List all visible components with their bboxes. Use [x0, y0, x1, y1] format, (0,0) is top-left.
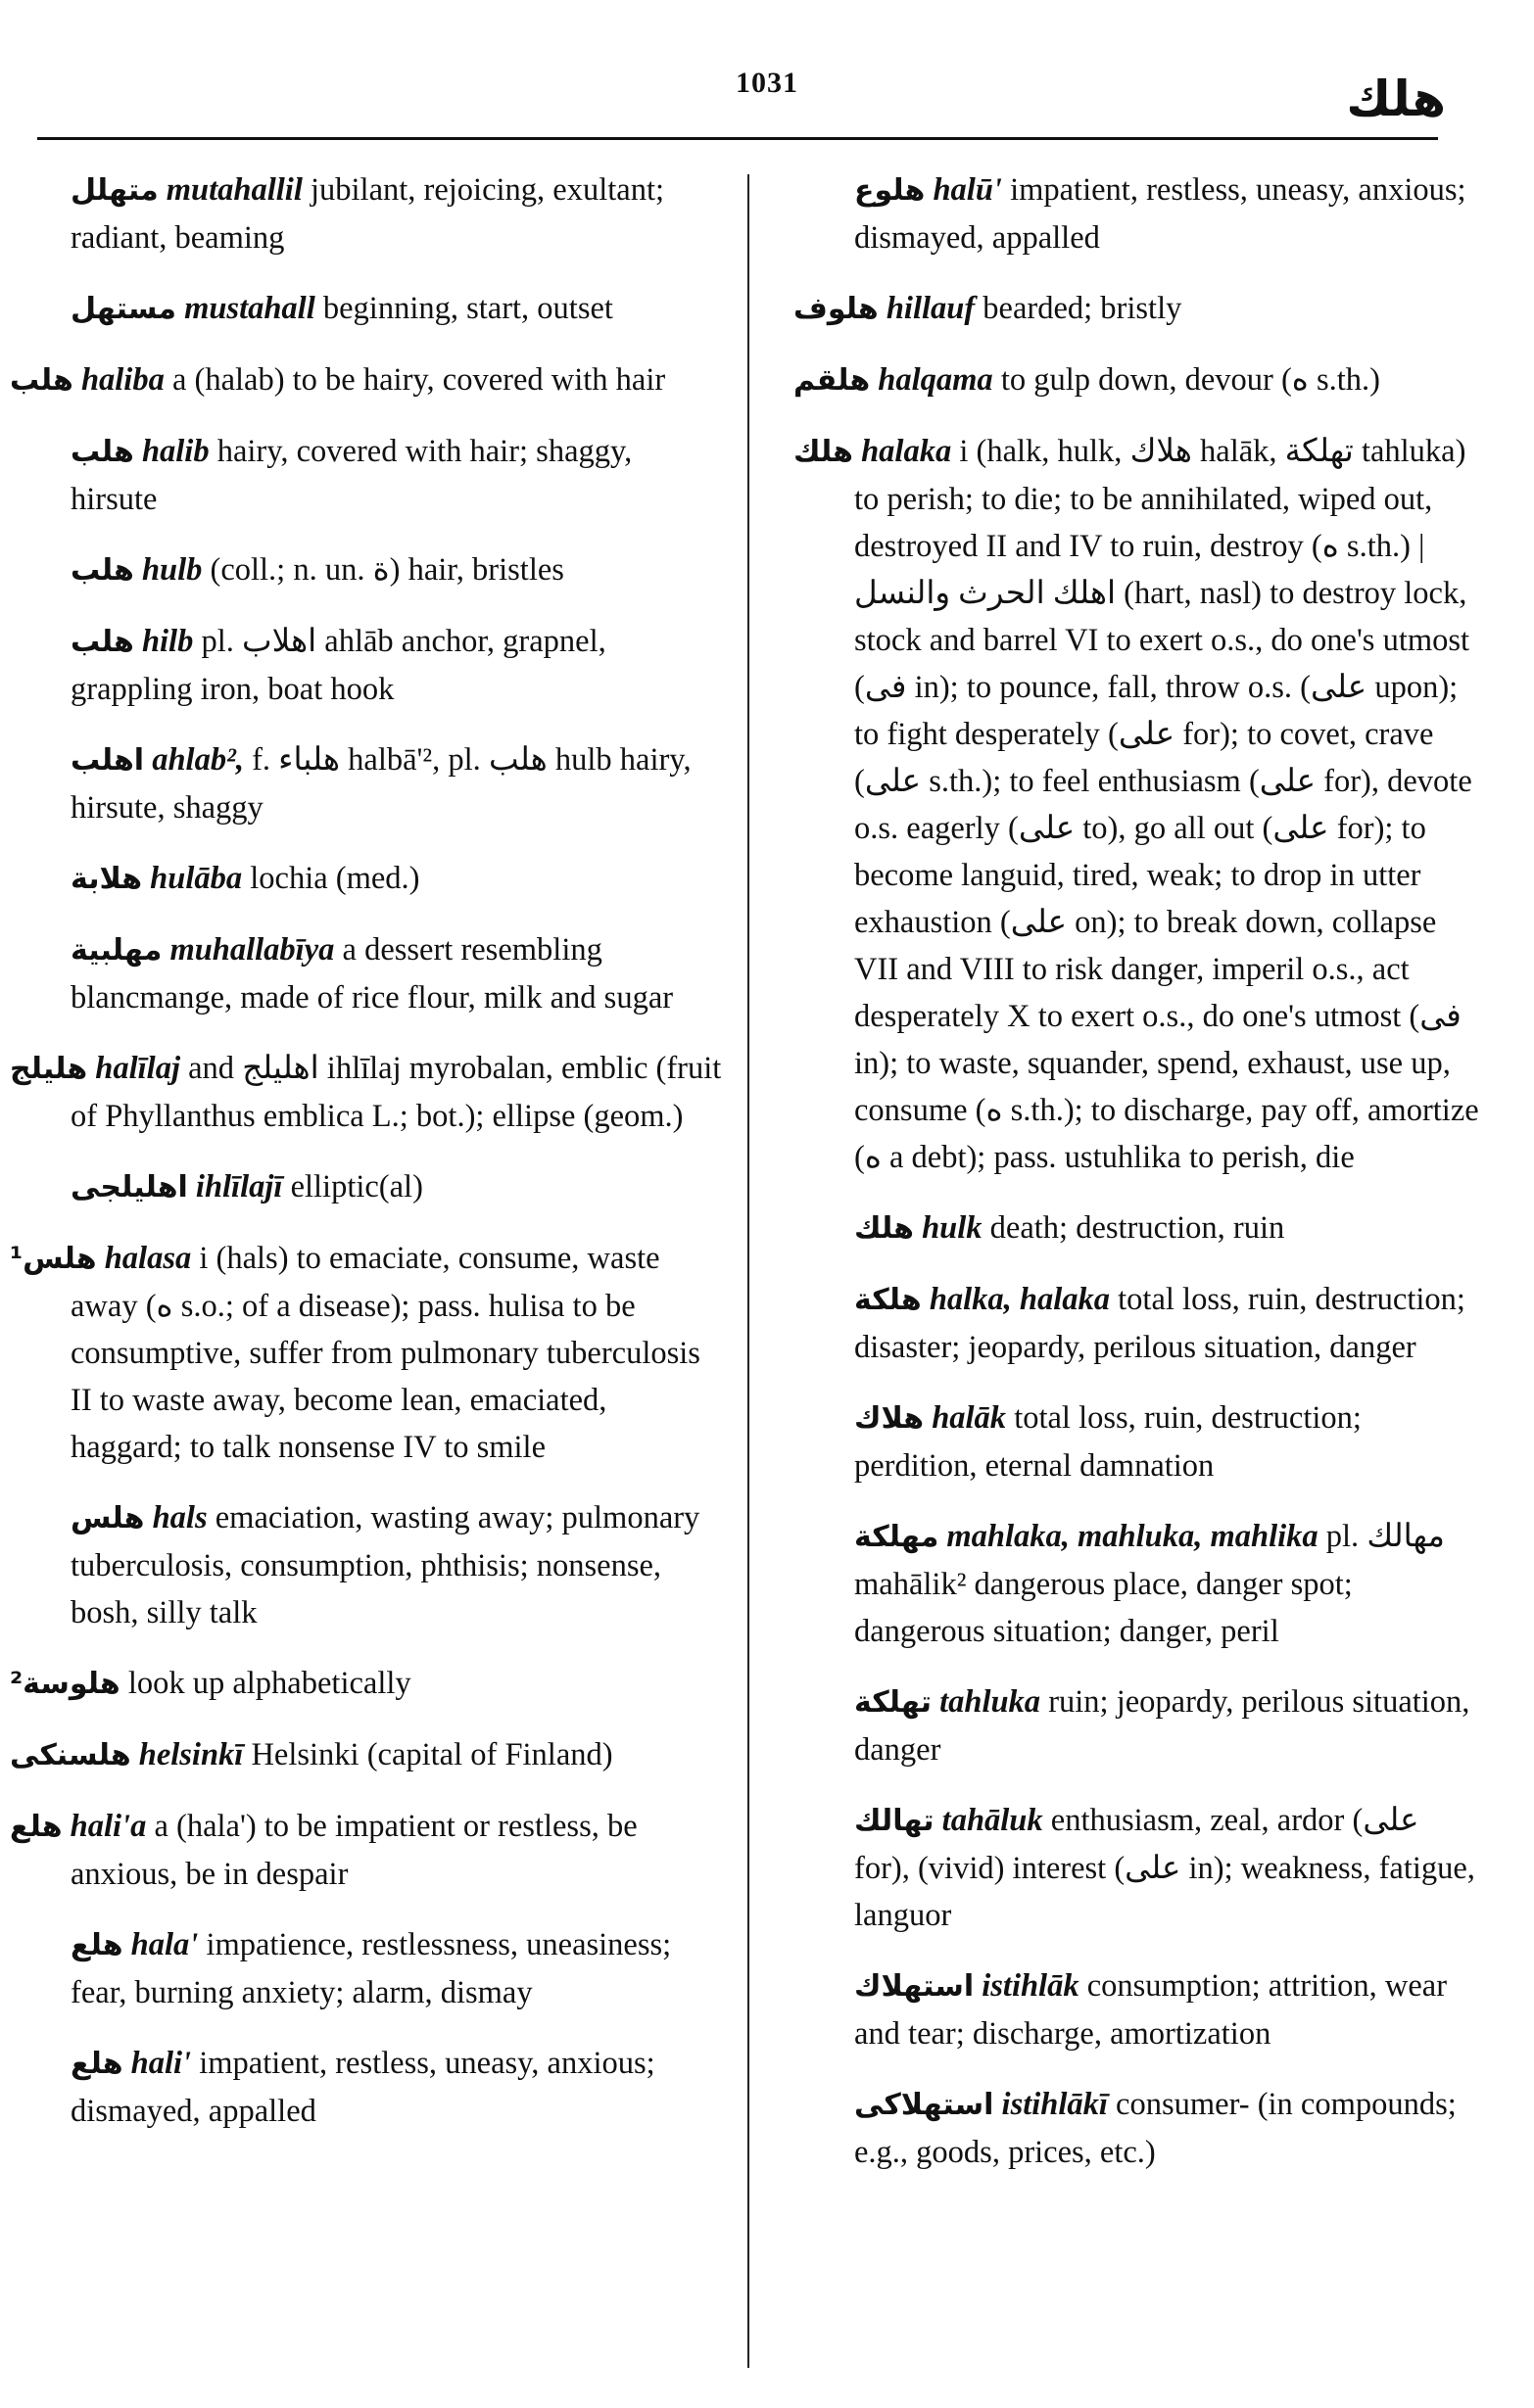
definition: bearded; bristly [983, 291, 1182, 326]
dictionary-entry [10, 356, 725, 404]
arabic-headword: هلوسة² [10, 1667, 120, 1701]
transliteration: hulb [141, 552, 203, 588]
definition: consumption; attrition, wear and tear; discharge, amortization [854, 1968, 1448, 2052]
definition: beginning, start, outset [322, 291, 613, 326]
right-column [793, 166, 1479, 2199]
transliteration: istihlākī [1001, 2087, 1108, 2122]
definition: total loss, ruin, destruction; disaster; jeopardy, perilous situation, danger [854, 1282, 1465, 1365]
definition: jubilant, rejoicing, exultant; radiant, beaming [71, 172, 665, 256]
transliteration: hillauf [886, 291, 976, 326]
definition: look up alphabetically [127, 1666, 411, 1701]
definition: i (halk, hulk, هلاك halāk, تهلكة tahluka) to perish; to die; to be annihilated, wiped out, destroyed II and IV to ruin, destroy (ه s.th.) | اهلك الحرث والنسل (hart, nasl) to destroy lock, stock and barrel VI to exert o.s., do one's utmost (فى in); to pounce, fall, throw o.s. (على upon); to fight desperately (على for); to covet, crave (على s.th.); to feel enthusiasm (على for), devote o.s. eagerly (على to), go all out (على for); to become languid, tired, weak; to drop in utter exhaustion (على on); to break down, collapse VII and VIII to risk danger, imperil o.s., act desperately X to exert o.s., do one's utmost (فى in); to waste, squander, spend, exhaust, use up, consume (ه s.th.); to discharge, pay off, amortize (ه a debt); pass. ustuhlika to perish, die [854, 434, 1479, 1175]
dictionary-entry [793, 285, 1479, 333]
dictionary-entry [793, 1276, 1479, 1371]
definition: consumer- (in compounds; e.g., goods, prices, etc.) [854, 2087, 1457, 2170]
arabic-headword: هلب [10, 363, 73, 398]
definition: impatience, restlessness, uneasiness; fear, burning anxiety; alarm, dismay [71, 1927, 672, 2010]
arabic-headword: تهلكة [854, 1685, 932, 1720]
header-rule [37, 137, 1438, 140]
transliteration: halqama [878, 362, 993, 398]
arabic-headword: اهليلجى [71, 1170, 188, 1204]
definition: ruin; jeopardy, perilous situation, danger [854, 1684, 1470, 1768]
transliteration: ihlīlajī [195, 1169, 283, 1204]
arabic-headword: هلاك [854, 1401, 925, 1436]
arabic-headword: تهالك [854, 1804, 935, 1838]
transliteration: halū' [933, 172, 1002, 208]
arabic-headword: هلقم [793, 363, 871, 398]
transliteration: ahlab², [152, 742, 244, 778]
transliteration: tahluka [939, 1684, 1041, 1720]
transliteration: halīlaj [95, 1051, 180, 1086]
transliteration: helsinkī [138, 1737, 244, 1772]
arabic-headword: هلع [71, 1928, 123, 1962]
definition: impatient, restless, uneasy, anxious; dismayed, appalled [854, 172, 1466, 256]
dictionary-entry [10, 166, 725, 261]
dictionary-entry [793, 2081, 1479, 2176]
definition: enthusiasm, zeal, ardor (على for), (vivid) interest (على in); weakness, fatigue, languor [854, 1803, 1475, 1933]
arabic-headword: هلع [10, 1810, 63, 1844]
dictionary-entry [10, 2040, 725, 2135]
arabic-headword: هلابة [71, 862, 143, 896]
transliteration: hilb [141, 624, 194, 659]
definition: emaciation, wasting away; pulmonary tuberculosis, consumption, phthisis; nonsense, bosh, silly talk [71, 1500, 700, 1630]
dictionary-entry [10, 546, 725, 594]
left-column [10, 166, 725, 2158]
dictionary-entry [793, 1962, 1479, 2057]
dictionary-entry [793, 166, 1479, 261]
column-divider [747, 174, 749, 2368]
definition: hairy, covered with hair; shaggy, hirsute [71, 434, 633, 517]
definition: f. هلباء halbā'², pl. هلب hulb hairy, hirsute, shaggy [71, 742, 692, 826]
dictionary-entry [10, 1660, 725, 1708]
dictionary-entry [10, 926, 725, 1021]
arabic-headword: هلب [71, 553, 134, 588]
definition: a (hala') to be impatient or restless, be anxious, be in despair [71, 1809, 638, 1892]
definition: total loss, ruin, destruction; perdition, eternal damnation [854, 1400, 1362, 1484]
dictionary-entry [793, 1394, 1479, 1489]
transliteration: hulāba [150, 861, 243, 896]
transliteration: hals [152, 1500, 208, 1535]
arabic-headword: هلك [793, 435, 853, 469]
transliteration: hali' [130, 2046, 192, 2081]
dictionary-entry [793, 1513, 1479, 1655]
transliteration: halasa [104, 1241, 192, 1276]
arabic-headword: هلس¹ [10, 1242, 97, 1276]
arabic-headword: مهلكة [854, 1520, 939, 1554]
transliteration: mustahall [184, 291, 315, 326]
arabic-headword: هلس [71, 1501, 145, 1535]
definition: a dessert resembling blancmange, made of rice flour, milk and sugar [71, 932, 674, 1015]
dictionary-entry [10, 855, 725, 903]
dictionary-entry [793, 1797, 1479, 1939]
arabic-headword: هلسنكى [10, 1738, 131, 1772]
definition: (coll.; n. un. ة) hair, bristles [210, 552, 564, 588]
definition: lochia (med.) [250, 861, 420, 896]
transliteration: mahlaka, mahluka, mahlika [946, 1519, 1318, 1554]
dictionary-entry [793, 1204, 1479, 1252]
arabic-headword: هلع [71, 2047, 123, 2081]
arabic-headword: هلوع [854, 173, 926, 208]
dictionary-entry [10, 736, 725, 831]
arabic-headword: هلك [854, 1211, 914, 1246]
dictionary-entry [10, 428, 725, 523]
transliteration: halka, halaka [929, 1282, 1111, 1317]
transliteration: muhallabīya [169, 932, 335, 968]
arabic-headword: هلب [71, 435, 134, 469]
definition: and اهليلج ihlīlaj myrobalan, emblic (fruit of Phyllanthus emblica L.; bot.); ellipse (geom.) [71, 1051, 722, 1134]
arabic-headword: متهلل [71, 173, 159, 208]
definition: i (hals) to emaciate, consume, waste away (ه s.o.; of a disease); pass. hulisa to be consumptive, suffer from pulmonary tuberculosis II to waste away, become lean, emaciated, haggard; to talk nonsense IV to smile [71, 1241, 700, 1465]
dictionary-entry [10, 1163, 725, 1211]
arabic-headword: استهلاك [854, 1969, 975, 2004]
transliteration: hala' [130, 1927, 199, 1962]
transliteration: tahāluk [941, 1803, 1043, 1838]
definition: impatient, restless, uneasy, anxious; dismayed, appalled [71, 2046, 655, 2129]
arabic-headword: استهلاكى [854, 2088, 994, 2122]
transliteration: halaka [861, 434, 952, 469]
arabic-headword: مستهل [71, 292, 176, 326]
running-head: هلك [1346, 71, 1446, 127]
dictionary-entry [10, 1803, 725, 1898]
dictionary-entry [10, 1494, 725, 1636]
arabic-headword: اهلب [71, 743, 145, 778]
dictionary-entry [10, 618, 725, 713]
arabic-headword: هلوف [793, 292, 879, 326]
arabic-headword: هليلج [10, 1052, 88, 1086]
dictionary-entry [793, 1678, 1479, 1773]
transliteration: halāk [932, 1400, 1007, 1436]
arabic-headword: مهلبية [71, 933, 163, 968]
dictionary-entry [10, 285, 725, 333]
transliteration: mutahallil [166, 172, 303, 208]
transliteration: hali'a [70, 1809, 147, 1844]
transliteration: haliba [80, 362, 165, 398]
arabic-headword: هلكة [854, 1283, 922, 1317]
definition: a (halab) to be hairy, covered with hair [171, 362, 666, 398]
page-number: 1031 [736, 67, 798, 99]
definition: pl. مهالك mahālik² dangerous place, danger spot; dangerous situation; danger, peril [854, 1519, 1445, 1649]
dictionary-entry [793, 428, 1479, 1181]
dictionary-entry [793, 356, 1479, 404]
dictionary-entry [10, 1921, 725, 2016]
definition: to gulp down, devour (ه s.th.) [1000, 362, 1380, 398]
dictionary-entry [10, 1235, 725, 1471]
transliteration: istihlāk [982, 1968, 1079, 2004]
definition: Helsinki (capital of Finland) [251, 1737, 613, 1772]
arabic-headword: هلب [71, 625, 134, 659]
definition: pl. اهلاب ahlāb anchor, grapnel, grappling iron, boat hook [71, 624, 606, 707]
transliteration: halib [141, 434, 210, 469]
dictionary-entry [10, 1045, 725, 1140]
transliteration: hulk [922, 1210, 983, 1246]
dictionary-entry [10, 1731, 725, 1779]
definition: elliptic(al) [290, 1169, 423, 1204]
definition: death; destruction, ruin [989, 1210, 1285, 1246]
